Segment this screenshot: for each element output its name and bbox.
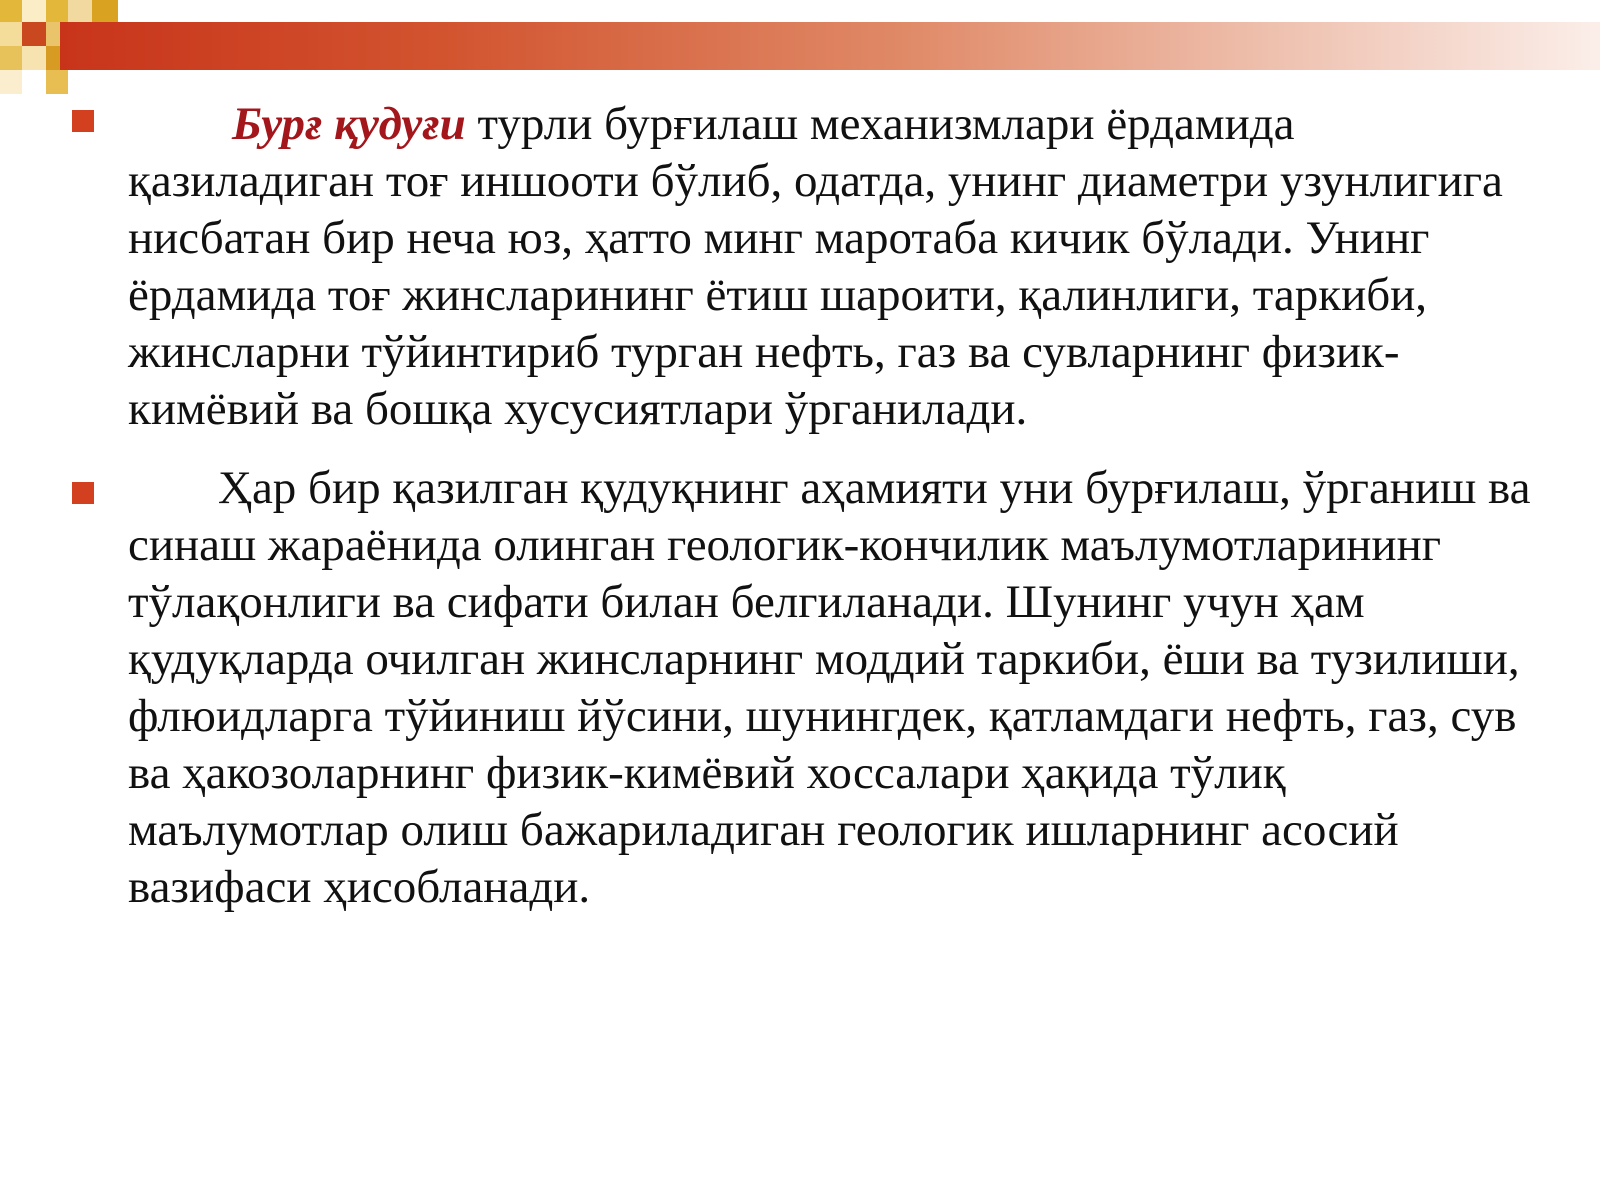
bullet-paragraph bbox=[128, 96, 1548, 438]
logo-square bbox=[0, 46, 22, 70]
square-bullet-icon bbox=[72, 482, 94, 504]
bullet-body-text: турли бурғилаш механизмлари ёрдамида қазиладиган тоғ иншооти бўлиб, одатда, унинг диаметри узунлигига нисбатан бир неча юз, ҳатто минг маротаба кичик бўлади. Унинг ёрдамида тоғ жинсларининг ётиш шароити, қалинлиги, таркиби, жинсларни тўйинтириб турган нефть, газ ва сувларнинг физик-кимёвий ва бошқа хусусиятлари ўрганилади. bbox=[128, 98, 1503, 435]
highlighted-term: Бурғ қудуғи bbox=[232, 98, 466, 150]
bullet-paragraph bbox=[128, 460, 1548, 916]
bullet-item bbox=[0, 96, 1600, 438]
logo-square bbox=[22, 46, 46, 70]
logo-square bbox=[46, 70, 68, 94]
logo-square bbox=[0, 70, 22, 94]
slide-body bbox=[0, 96, 1600, 916]
bullet-body-text: Ҳар бир қазилган қудуқнинг аҳамияти уни бурғилаш, ўрганиш ва синаш жараёнида олинган геологик-кончилик маълумотларининг тўлақонлиги ва сифати билан белгиланади. Шунинг учун ҳам қудуқларда очилган жинсларнинг моддий таркиби, ёши ва тузилиши, флюидларга тўйиниш йўсини, шунингдек, қатламдаги нефть, газ, сув ва ҳакозоларнинг физик-кимёвий хоссалари ҳақида тўлиқ маълумотлар олиш бажариладиган геологик ишларнинг асосий вазифаси ҳисобланади. bbox=[128, 462, 1531, 913]
square-bullet-icon bbox=[72, 110, 94, 132]
logo-square bbox=[0, 0, 22, 22]
logo-square bbox=[46, 0, 68, 22]
bullet-item bbox=[0, 460, 1600, 916]
logo-square bbox=[68, 0, 92, 22]
logo-square bbox=[22, 22, 46, 46]
logo-square bbox=[0, 22, 22, 46]
header-gradient-band bbox=[60, 22, 1600, 70]
logo-square bbox=[22, 0, 46, 22]
